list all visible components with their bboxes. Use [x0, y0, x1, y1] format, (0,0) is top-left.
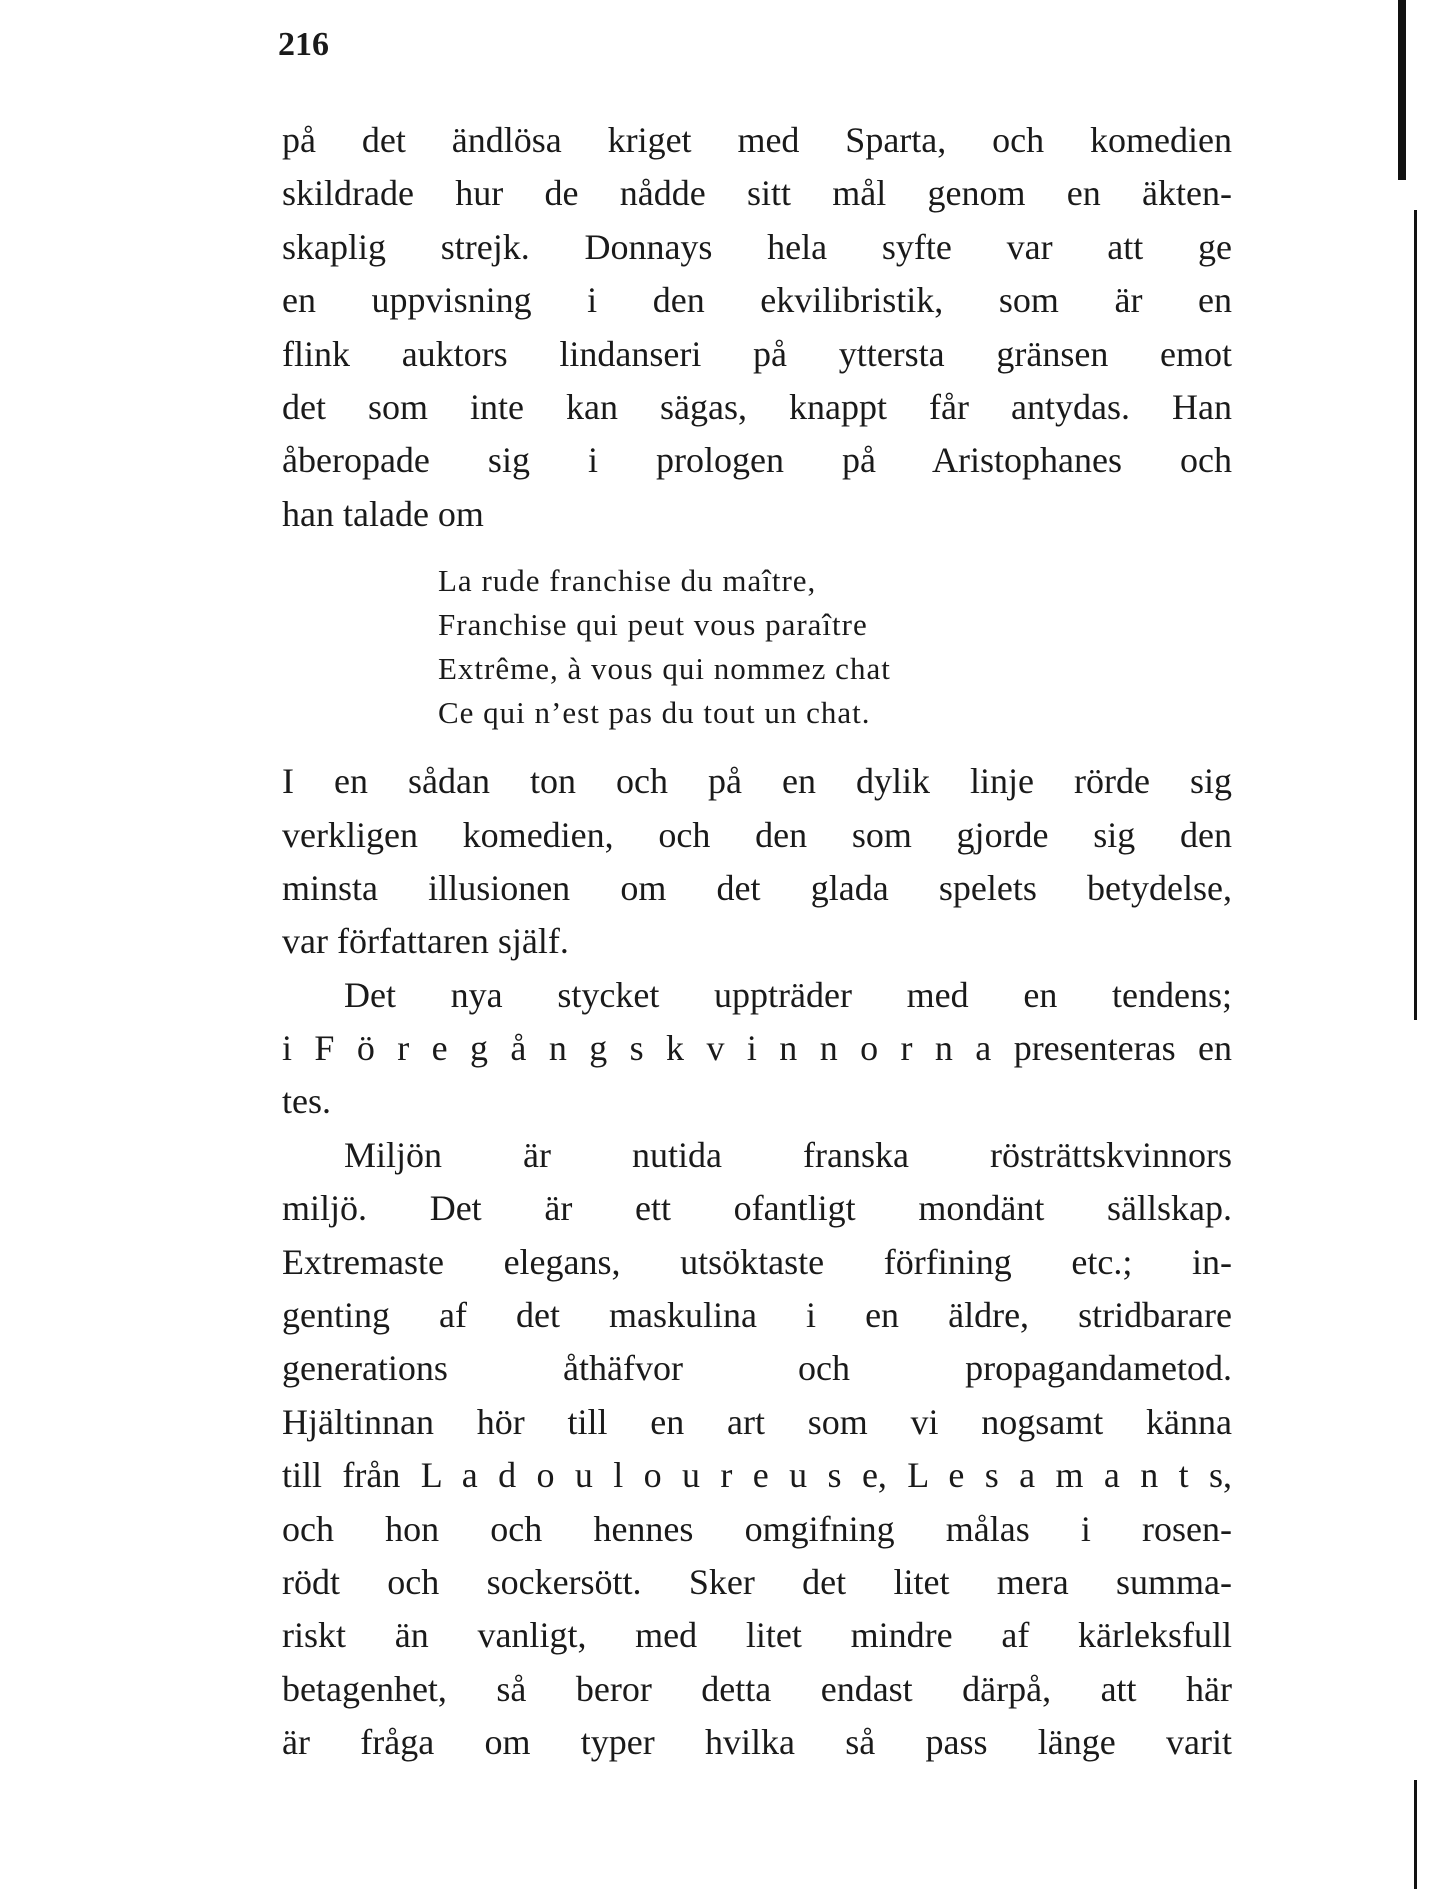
- scan-edge-line: [1414, 1780, 1417, 1889]
- text-line: en uppvisning i den ekvilibristik, som är en: [282, 280, 1232, 321]
- verse-line: Ce qui n’est pas du tout un chat.: [438, 695, 871, 731]
- text-line: han talade om: [282, 493, 484, 534]
- verse-line: Franchise qui peut vous paraître: [438, 607, 868, 643]
- paragraph-3: [282, 969, 1232, 1129]
- paragraph-2: [282, 755, 1232, 969]
- text-line: till från L a d o u l o u r e u s e, L e s a m a n t s,: [282, 1455, 1232, 1496]
- verse-line: Extrême, à vous qui nommez chat: [438, 651, 891, 687]
- text-line: Det nya stycket uppträder med en tendens;: [344, 974, 1232, 1015]
- text-line: verkligen komedien, och den som gjorde sig den: [282, 814, 1232, 855]
- text-line: och hon och hennes omgifning målas i rosen-: [282, 1508, 1232, 1549]
- text-line: det som inte kan sägas, knappt får antydas. Han: [282, 386, 1232, 427]
- text-line: är fråga om typer hvilka så pass länge varit: [282, 1722, 1232, 1763]
- text-line: I en sådan ton och på en dylik linje rörde sig: [282, 761, 1232, 802]
- text-line: skaplig strejk. Donnays hela syfte var att ge: [282, 226, 1232, 267]
- verse-quote: [438, 559, 1232, 735]
- text-line: Extremaste elegans, utsöktaste förfining etc.; in-: [282, 1241, 1232, 1282]
- text-line: miljö. Det är ett ofantligt mondänt sällskap.: [282, 1188, 1232, 1229]
- text-line: rödt och sockersött. Sker det litet mera summa-: [282, 1561, 1232, 1602]
- text-line: på det ändlösa kriget med Sparta, och komedien: [282, 120, 1232, 160]
- scan-edge-shadow: [1398, 0, 1406, 180]
- scan-edge-line: [1414, 210, 1417, 1020]
- text-line: generations åthäfvor och propagandametod.: [282, 1348, 1232, 1389]
- text-line: Hjältinnan hör till en art som vi nogsamt känna: [282, 1401, 1232, 1442]
- text-line: genting af det maskulina i en äldre, stridbarare: [282, 1295, 1232, 1336]
- verse-line: La rude franchise du maître,: [438, 563, 817, 599]
- paragraph-1: [282, 114, 1232, 541]
- text-line: minsta illusionen om det glada spelets betydelse,: [282, 867, 1232, 908]
- text-line: flink auktors lindanseri på yttersta gränsen emot: [282, 333, 1232, 374]
- text-line: skildrade hur de nådde sitt mål genom en äkten-: [282, 173, 1232, 214]
- paragraph-4: [282, 1129, 1232, 1770]
- text-line: Miljön är nutida franska rösträttskvinnors: [344, 1134, 1232, 1175]
- page-body: [282, 114, 1232, 1770]
- text-line: i F ö r e g å n g s k v i n n o r n a presenteras en: [282, 1028, 1232, 1069]
- page-number: 216: [278, 26, 329, 63]
- text-line: var författaren själf.: [282, 921, 569, 962]
- text-line: tes.: [282, 1081, 331, 1122]
- text-line: riskt än vanligt, med litet mindre af kärleksfull: [282, 1615, 1232, 1656]
- text-line: åberopade sig i prologen på Aristophanes och: [282, 440, 1232, 481]
- text-line: betagenhet, så beror detta endast därpå, att här: [282, 1668, 1232, 1709]
